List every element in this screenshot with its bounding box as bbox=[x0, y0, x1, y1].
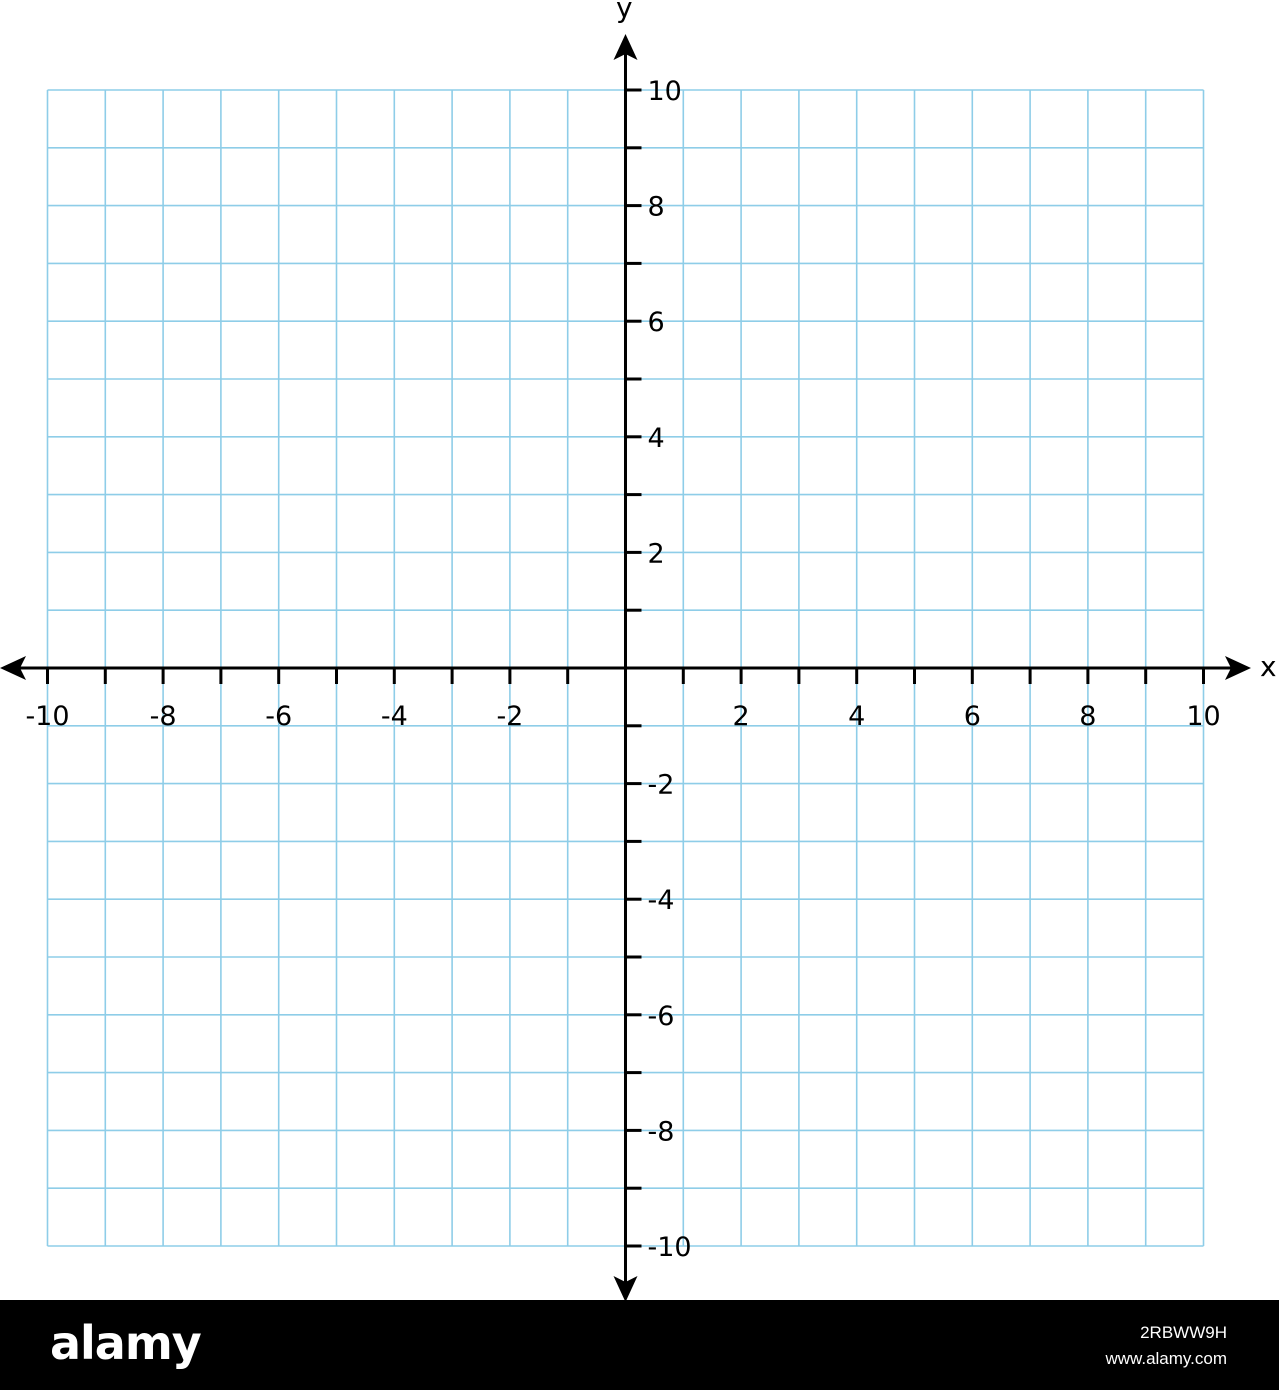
y-tick-label: 4 bbox=[647, 422, 665, 454]
y-tick-label: 6 bbox=[647, 307, 665, 339]
alamy-logo: alamy bbox=[50, 1316, 201, 1370]
footer-info bbox=[1105, 1320, 1227, 1372]
y-tick-label: 10 bbox=[647, 76, 682, 107]
x-tick-label: 4 bbox=[848, 701, 866, 732]
y-tick-label: -2 bbox=[647, 769, 675, 801]
y-tick-label: 2 bbox=[647, 538, 665, 570]
x-tick-label: -6 bbox=[265, 701, 293, 732]
x-tick-label: -10 bbox=[25, 701, 70, 732]
x-tick-label: 6 bbox=[963, 701, 981, 732]
site-url: www.alamy.com bbox=[1105, 1349, 1227, 1368]
y-tick-label: -4 bbox=[647, 885, 675, 917]
x-tick-label: -4 bbox=[380, 701, 408, 732]
y-tick-label: -10 bbox=[647, 1232, 692, 1263]
watermark-footer bbox=[0, 1300, 1279, 1390]
x-tick-label: 2 bbox=[732, 701, 750, 732]
y-axis-label: y bbox=[616, 0, 633, 24]
x-tick-label: 8 bbox=[1079, 701, 1097, 732]
x-tick-label: 10 bbox=[1186, 701, 1221, 732]
y-tick-label: -8 bbox=[647, 1116, 675, 1148]
y-tick-label: -6 bbox=[647, 1000, 675, 1032]
axes bbox=[0, 34, 1251, 1300]
x-axis-label: x bbox=[1260, 650, 1277, 683]
x-tick-label: -8 bbox=[149, 701, 177, 732]
x-tick-label: -2 bbox=[496, 701, 524, 732]
image-id: 2RBWW9H bbox=[1140, 1323, 1227, 1342]
y-tick-label: 8 bbox=[647, 191, 665, 223]
